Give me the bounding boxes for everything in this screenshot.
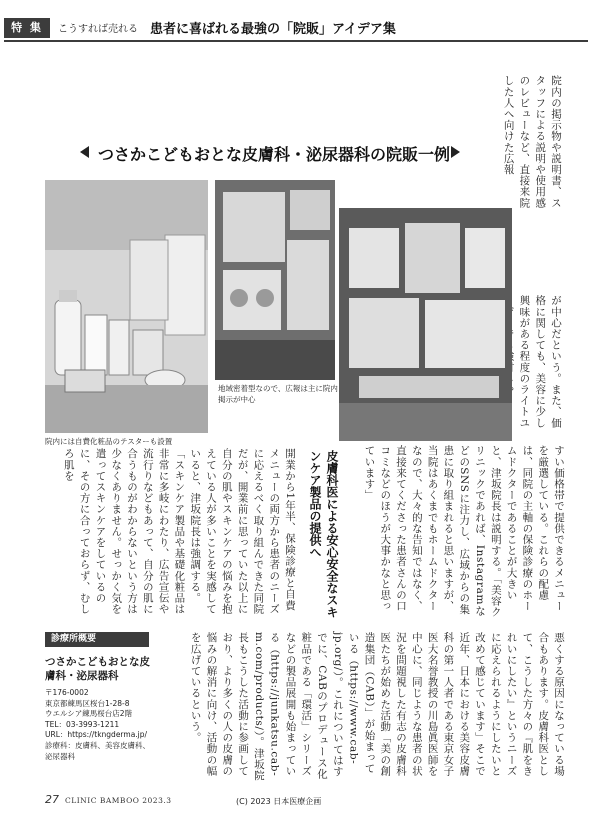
page-header [0,18,589,40]
subheading: 皮膚科医による安心安全なスキンケア製品の提供へ [308,450,339,618]
section-title-text: つさかこどもおとな皮膚科・泌尿器科の院販一例 [98,145,451,164]
clinic-url[interactable]: URL：https://tkngderma.jp/ [45,730,148,740]
upper-text-col1: 院内の掲示物や説明書、スタッフによる説明や使用感のレビューなど、直接来院した人へ向けた広報 [502,75,562,209]
body-text-bottom: 悪くする原因になっている場合もあります。皮膚科医として、こうした方々の『肌をきれいにしたい』というニーズに応えられるようにしたいと改めて感じています」そこで近年、日本における美容皮膚科の第一人者である東京女子医大名誉教授の川島眞医師を中心に、同じような患者の状況を問題視した有志の皮膚科医たちが始めた活動「美の創造集団（CAB）」が始まっている（https://www.cab-jp.org/）。これについてはすでに、CABのプロデュース化粧品である「環活」シリーズなどの製品展開も始まっている（https://junkatsu.cab-m.com/products/）。津坂院長もこうした活動に参画しており、より多くの人の皮膚の悩みの解消に向け、活動の幅を広げているという。 [189,632,565,781]
clinic-departments: 診療科：皮膚科、美容皮膚科、泌尿器科 [45,740,150,761]
page-number: 27 [45,793,59,806]
caption-photo1: 院内には自費化粧品のテスターも設置 [45,437,173,446]
header-subtitle: こうすれば売れる [58,24,138,35]
clinic-postal: 〒176-0002 [45,688,89,697]
title-left-marker [80,146,89,158]
copyright: (C) 2023 日本医療企画 [236,797,322,806]
clinic-tel: TEL：03-3993-1211 [45,719,120,729]
photo-product-testers [45,180,208,433]
upper-text-col2: が中心だという。また、価格に関しても、美容に少し興味がある程度のライトユ [518,295,562,429]
clinic-info-heading: 診療所概要 [45,632,149,647]
photo-poster-board-image [339,208,512,441]
section-title [80,141,460,163]
header-rule [4,40,588,42]
clinic-address: 東京都練馬区桜台1-28-8 [45,698,130,708]
photo-poster-board [339,208,512,441]
body-text-left-upper: 開業から1年半、保険診療と自費メニューの両方から患者のニーズに応えるべく取り組んできた同院だが、開業前に思っていた以上に自分の肌やスキンケアの悩みを抱えている人が多いことを実感していると、津坂院長は強調する。「スキンケア製品や基礎化粧品は非常に多岐にわたり、広告宣伝や流行りなどもあって、自分の肌に合うものがわからないという方は少なくありません。せっかく気を遣ってスキンケアをしているのに、その方に合っておらず、むしろ肌を [62,448,296,615]
photo-wall-posters [215,180,335,380]
title-right-marker [451,146,460,158]
clinic-building: ウエルシア練馬桜台店2階 [45,709,133,719]
clinic-name: つさかこどもおとな皮膚科・泌尿器科 [45,656,150,682]
caption-photo2: 地域密着型なので、広報は主に院内掲示が中心 [215,381,341,407]
feature-badge: 特 集 [4,18,50,38]
clinic-details [45,688,153,762]
magazine-name: CLINIC BAMBOO 2023.3 [65,796,172,805]
photo-product-testers-image [45,180,208,433]
header-title: 患者に喜ばれる最強の「院販」アイデア集 [150,22,396,37]
photo-wall-posters-image [215,180,335,380]
body-text-right-upper: すい価格帯で提供できるメニューを厳選している。これらの配慮は、同院の主軸の保険診療のホームドクターであることが大きいと、津坂院長は説明する。「美容クリニックであれば、InstagramなどのSNSに注力し、広域からの集患に取り組まれると思いますが、当院はあくまでもホームドクターなので、大々的な告知ではなく、直接来てくださった患者さんの口コミなどのほうが大事かなと思っています」 [363,445,565,618]
